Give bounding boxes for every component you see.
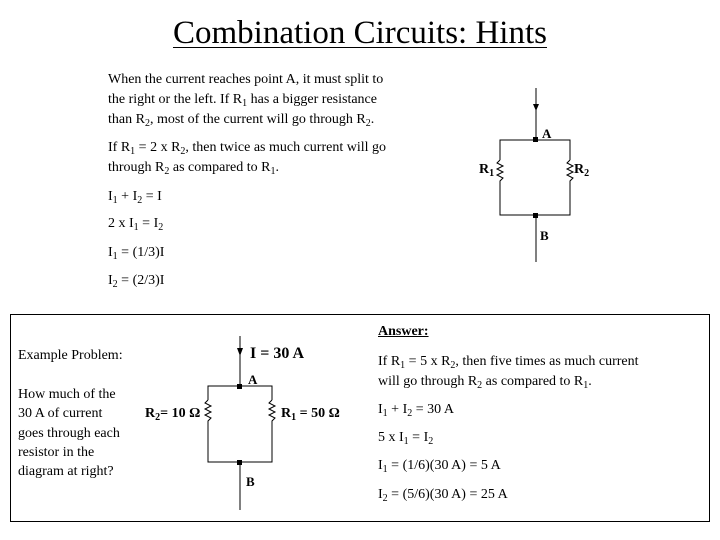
hint-text: than R bbox=[108, 112, 145, 127]
eq-text: = (1/3)I bbox=[117, 245, 165, 260]
subscript: 2 bbox=[382, 493, 388, 504]
current-label: I = 30 A bbox=[250, 345, 305, 362]
answer-equation-3 bbox=[378, 456, 501, 476]
resistor-right bbox=[567, 160, 573, 195]
subscript: 1 bbox=[130, 146, 136, 157]
subscript: 1 bbox=[270, 166, 276, 177]
node-b-label: B bbox=[540, 228, 549, 243]
subscript: 2 bbox=[365, 118, 371, 129]
eq-text: + I bbox=[117, 189, 138, 204]
eq-text: + I bbox=[387, 402, 408, 417]
answer-text: = 5 x R bbox=[405, 354, 451, 369]
arrow-head bbox=[533, 104, 539, 111]
subscript: 1 bbox=[400, 360, 406, 371]
eq-text: = I bbox=[408, 430, 429, 445]
hint-text: . bbox=[275, 160, 279, 175]
answer-text: If R bbox=[378, 354, 401, 369]
label-text: = 10 Ω bbox=[160, 406, 201, 421]
subscript: 2 bbox=[584, 168, 590, 179]
question-line-5: diagram at right? bbox=[18, 464, 114, 479]
eq-text: = I bbox=[142, 189, 162, 204]
title-text: Combination Circuits: Hints bbox=[172, 15, 547, 51]
subscript: 1 bbox=[112, 251, 118, 262]
subscript: 1 bbox=[489, 168, 495, 179]
subscript: 1 bbox=[382, 464, 388, 475]
hint-text: If R bbox=[108, 140, 131, 155]
hint-text: , then twice as much current will go bbox=[185, 140, 387, 155]
subscript: 2 bbox=[180, 146, 186, 157]
subscript: 1 bbox=[242, 98, 248, 109]
label-text: = 50 Ω bbox=[296, 406, 340, 421]
subscript: 2 bbox=[137, 195, 143, 206]
subscript: 1 bbox=[291, 412, 297, 423]
hint-text: = 2 x R bbox=[135, 140, 181, 155]
subscript: 2 bbox=[158, 222, 164, 233]
subscript: 2 bbox=[450, 360, 456, 371]
answer-line-1 bbox=[378, 352, 639, 372]
resistor-right-label bbox=[574, 160, 589, 180]
answer-heading: Answer: bbox=[378, 324, 429, 339]
node-a-label: A bbox=[542, 126, 552, 141]
label-text: R bbox=[281, 406, 292, 421]
subscript: 2 bbox=[407, 408, 413, 419]
label-text: R bbox=[574, 162, 585, 177]
top-circuit bbox=[497, 88, 573, 262]
subscript: 1 bbox=[133, 222, 139, 233]
eq-text: I bbox=[108, 245, 113, 260]
hint-text: the right or the left. If R bbox=[108, 92, 243, 107]
question-line-2: 30 A of current bbox=[18, 406, 103, 421]
question-line-3: goes through each bbox=[18, 426, 120, 441]
hint-text: . bbox=[370, 112, 375, 127]
answer-equation-1 bbox=[378, 400, 454, 420]
subscript: 2 bbox=[428, 436, 434, 447]
hint-text: When the current reaches point A, it must split to bbox=[108, 72, 384, 87]
subscript: 1 bbox=[112, 195, 118, 206]
answer-equation-2 bbox=[378, 428, 433, 448]
question-line-4: resistor in the bbox=[18, 445, 95, 460]
subscript: 2 bbox=[144, 118, 150, 129]
subscript: 2 bbox=[112, 279, 118, 290]
question-line-1: How much of the bbox=[18, 387, 116, 402]
eq-text: 2 x I bbox=[108, 216, 134, 231]
hint-text: has a bigger resistance bbox=[247, 92, 377, 107]
resistor-left-label bbox=[479, 160, 494, 180]
subscript: 1 bbox=[583, 380, 589, 391]
label-text: R bbox=[479, 162, 490, 177]
subscript: 2 bbox=[155, 412, 161, 423]
eq-text: = 30 A bbox=[412, 402, 454, 417]
eq-text: I bbox=[378, 402, 383, 417]
answer-text: , then five times as much current bbox=[455, 354, 639, 369]
example-resistor-right-label bbox=[281, 404, 340, 424]
wire-top bbox=[500, 140, 570, 160]
example-node-b-label: B bbox=[246, 474, 255, 489]
answer-line-2 bbox=[378, 372, 592, 392]
resistor-left bbox=[497, 160, 503, 195]
eq-text: I bbox=[378, 487, 383, 502]
example-heading: Example Problem: bbox=[18, 348, 123, 363]
eq-text: I bbox=[378, 458, 383, 473]
subscript: 1 bbox=[403, 436, 409, 447]
eq-text: = (1/6)(30 A) = 5 A bbox=[387, 458, 501, 473]
subscript: 1 bbox=[382, 408, 388, 419]
answer-text: as compared to R bbox=[482, 374, 584, 389]
wire-bottom bbox=[500, 195, 570, 215]
example-resistor-left-label bbox=[145, 404, 200, 424]
eq-text: = (5/6)(30 A) = 25 A bbox=[387, 487, 508, 502]
eq-text: I bbox=[108, 189, 113, 204]
hint-text: , most of the current will go through R bbox=[149, 112, 366, 127]
example-node-a-label: A bbox=[248, 372, 258, 387]
hint-text: through R bbox=[108, 160, 165, 175]
eq-text: 5 x I bbox=[378, 430, 404, 445]
subscript: 2 bbox=[164, 166, 170, 177]
answer-text: will go through R bbox=[378, 374, 478, 389]
answer-equation-4 bbox=[378, 485, 508, 505]
eq-text: I bbox=[108, 273, 113, 288]
answer-text: . bbox=[588, 374, 592, 389]
label-text: R bbox=[145, 406, 156, 421]
eq-text: = I bbox=[138, 216, 159, 231]
eq-text: = (2/3)I bbox=[117, 273, 165, 288]
hint-text: as compared to R bbox=[169, 160, 271, 175]
subscript: 2 bbox=[477, 380, 483, 391]
